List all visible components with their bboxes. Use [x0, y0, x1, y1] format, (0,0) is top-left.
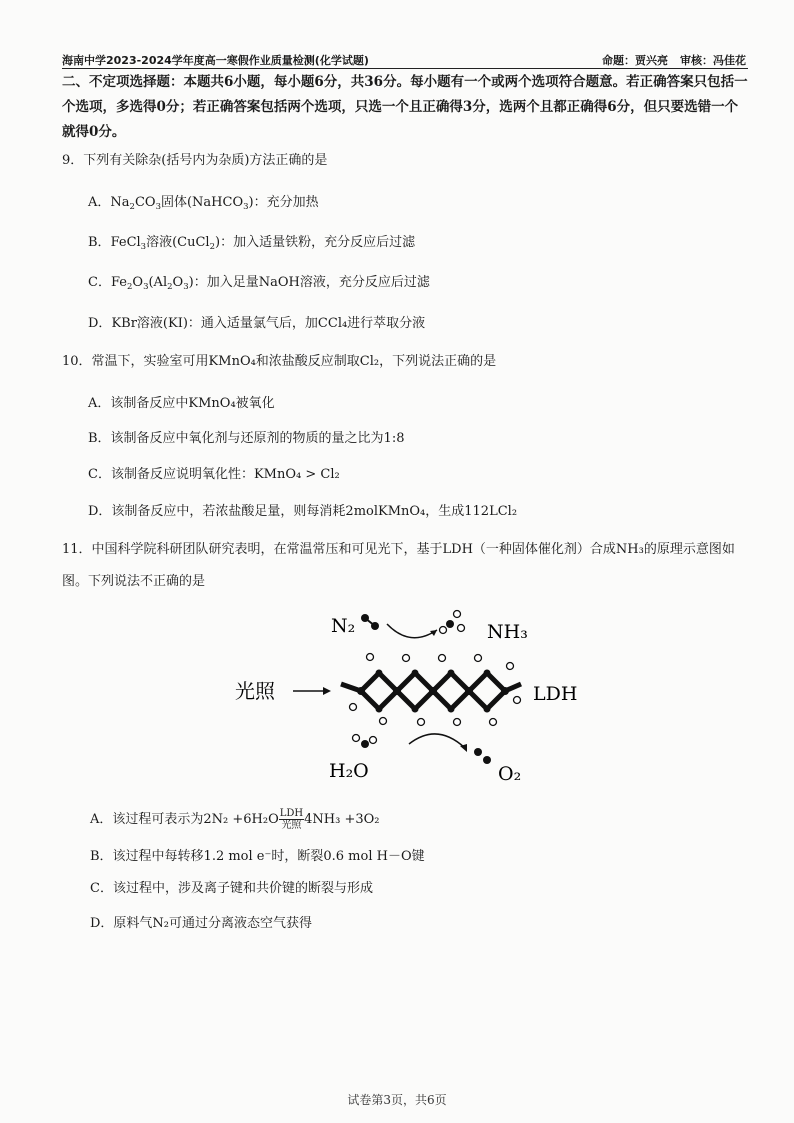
q11-a-prefix: A．该过程可表示为2N₂ +6H₂O	[90, 812, 279, 827]
q11-option-b: B．该过程中每转移1.2 mol e⁻时，断裂0.6 mol H－O键	[90, 849, 425, 864]
q10-option-c: C．该制备反应说明氧化性：KMnO₄ > Cl₂	[88, 467, 340, 482]
q10-option-b: B．该制备反应中氧化剂与还原剂的物质的量之比为1:8	[88, 431, 405, 446]
q11-a-suffix: 4NH₃ +3O₂	[304, 812, 380, 827]
q9-d-method: ：通入适量氯气后，加CCl₄进行萃取分液	[187, 316, 426, 331]
arrow-n2-to-nh3	[387, 624, 437, 638]
reaction-condition: $\frac{\text{LDH}}{\text{光照}}$	[279, 808, 304, 831]
q10-option-d: D．该制备反应中，若浓盐酸足量，则每消耗2molKMnO₄，生成112LCl₂	[88, 504, 518, 519]
section-line-1: 二、不定项选择题：本题共6小题，每小题6分，共36分。每小题有一个或两个选项符合题意。若正确答案只包括一	[62, 74, 748, 90]
q9-a-label: A．	[88, 195, 111, 210]
reviewer: 审核：冯佳花	[680, 54, 746, 67]
q11-stem-line-2: 图。下列说法不正确的是	[62, 574, 206, 589]
section-instructions	[62, 70, 752, 145]
q9-b-method: ：加入适量铁粉，充分反应后过滤	[220, 235, 416, 250]
h2o-label: H₂O	[329, 760, 369, 782]
light-label: 光照	[235, 679, 275, 703]
q9-option-c: C．$Fe_2O_3(Al_2O_3)$：加入足量NaOH溶液，充分反应后过滤	[88, 275, 430, 292]
exam-title: 海南中学2023-2024学年度高一寒假作业质量检测(化学试题)	[62, 54, 369, 67]
q9-b-label: B．	[88, 235, 111, 250]
q9-c-method: ：加入足量NaOH溶液，充分反应后过滤	[193, 275, 430, 290]
q9-d-label: D．	[88, 316, 112, 331]
q11-option-c: C．该过程中，涉及离子键和共价键的断裂与形成	[90, 881, 373, 896]
q11-stem-line-1: 11．中国科学院科研团队研究表明，在常温常压和可见光下，基于LDH（一种固体催化剂）合成NH₃的原理示意图如	[62, 542, 735, 557]
nh3-molecule	[446, 620, 454, 628]
q9-a-method: ：充分加热	[253, 195, 319, 210]
page-footer: 试卷第3页，共6页	[347, 1093, 447, 1107]
section-line-2: 个选项，多选得0分；若正确答案包括两个选项，只选一个且正确得3分，选两个且都正确得6分，但只要选错一个	[62, 99, 739, 115]
arrow-h2o-to-o2	[409, 734, 465, 748]
q11-option-a	[90, 808, 380, 832]
q9-option-b: B．FeCl$_3$溶液(CuCl$_2$)：加入适量铁粉，充分反应后过滤	[88, 235, 416, 252]
o2-label: O₂	[498, 763, 522, 785]
h2o-molecule	[353, 735, 377, 749]
ldh-mechanism-diagram	[225, 600, 595, 800]
ldh-label: LDH	[533, 683, 578, 705]
q9-stem: 9．下列有关除杂(括号内为杂质)方法正确的是	[62, 153, 328, 168]
author: 命题：贾兴亮	[602, 54, 668, 67]
n2-label: N₂	[331, 615, 356, 637]
q10-stem: 10．常温下，实验室可用KMnO₄和浓盐酸反应制取Cl₂，下列说法正确的是	[62, 354, 497, 369]
page-header	[62, 50, 748, 69]
q10-option-a: A．该制备反应中KMnO₄被氧化	[88, 396, 275, 411]
section-line-3: 就得0分。	[62, 124, 126, 140]
o2-molecule	[474, 748, 491, 764]
nh3-label: NH₃	[487, 621, 528, 643]
q11-option-d: D．原料气N₂可通过分离液态空气获得	[90, 916, 313, 931]
q9-option-d: D．KBr溶液(KI)：通入适量氯气后，加CCl₄进行萃取分液	[88, 316, 426, 331]
q9-c-label: C．	[88, 275, 111, 290]
q9-option-a: A．$Na_2CO_3$固体(NaHCO$_3$)：充分加热	[88, 195, 319, 212]
